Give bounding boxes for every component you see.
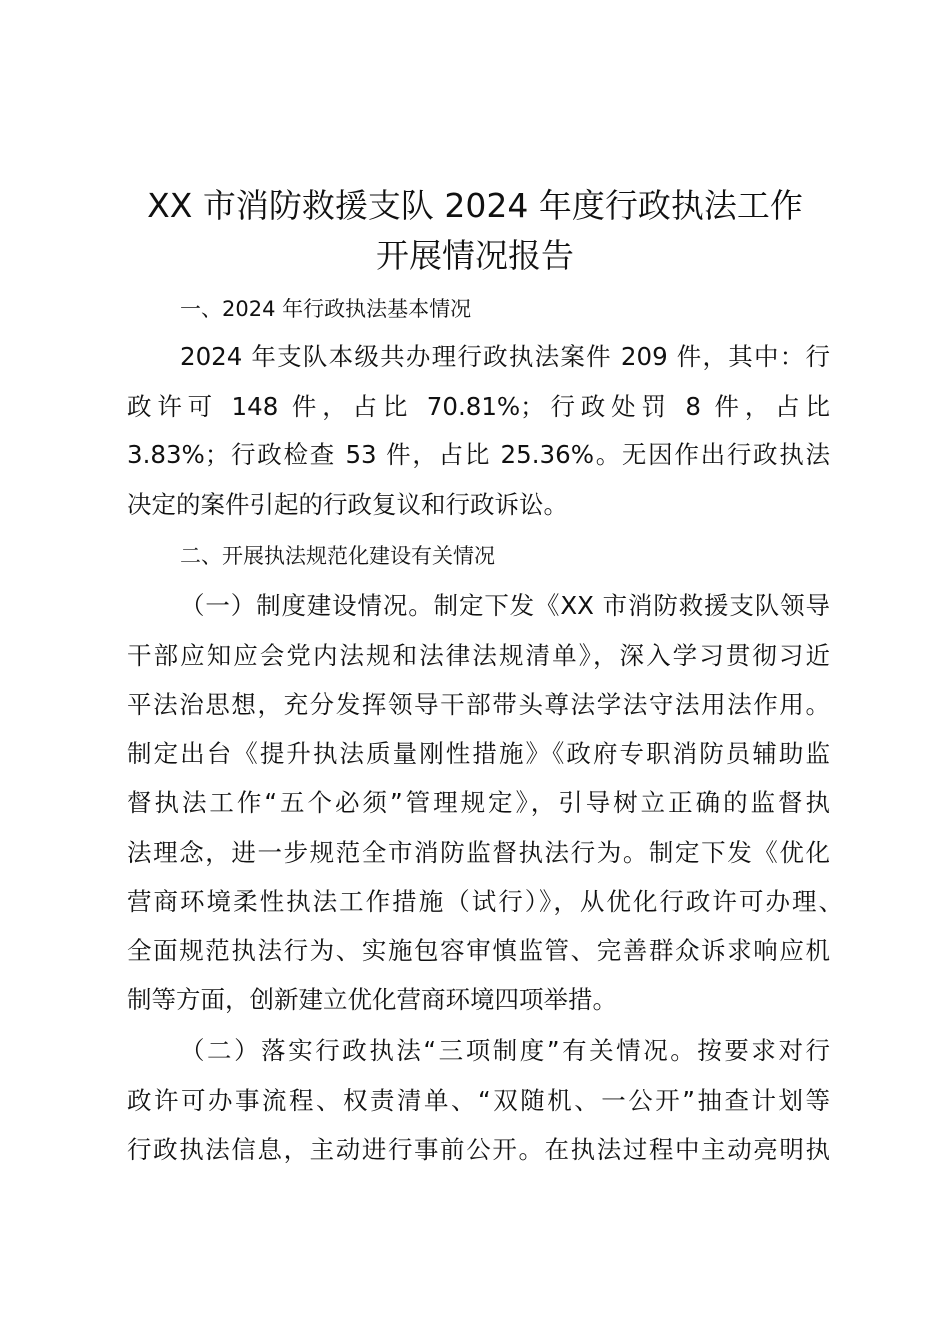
paragraph-2-line: 平法治思想，充分发挥领导干部带头尊法学法守法用法作用。 bbox=[127, 690, 830, 719]
paragraph-3-line: （二）落实行政执法“三项制度”有关情况。按要求对行 bbox=[180, 1036, 830, 1065]
paragraph-2-line: 法理念，进一步规范全市消防监督执法行为。制定下发《优化 bbox=[127, 838, 830, 867]
paragraph-2-line: （一）制度建设情况。制定下发《XX 市消防救援支队领导 bbox=[180, 591, 830, 620]
paragraph-2-line: 干部应知应会党内法规和法律法规清单》，深入学习贯彻习近 bbox=[127, 641, 830, 670]
paragraph-3-line: 行政执法信息，主动进行事前公开。在执法过程中主动亮明执 bbox=[127, 1135, 830, 1164]
paragraph-2-line: 制定出台《提升执法质量刚性措施》《政府专职消防员辅助监 bbox=[127, 739, 830, 768]
paragraph-2-line: 营商环境柔性执法工作措施（试行）》，从优化行政许可办理、 bbox=[127, 887, 843, 916]
document-title-line-2: 开展情况报告 bbox=[376, 236, 574, 275]
paragraph-1-line: 2024 年支队本级共办理行政执法案件 209 件，其中：行 bbox=[180, 342, 830, 371]
paragraph-1-line: 政许可 148 件，占比 70.81%；行政处罚 8 件，占比 bbox=[127, 392, 830, 421]
document-title-line-1: XX 市消防救援支队 2024 年度行政执法工作 bbox=[147, 186, 803, 225]
paragraph-2-line: 制等方面，创新建立优化营商环境四项举措。 bbox=[127, 985, 617, 1014]
paragraph-1-line: 决定的案件引起的行政复议和行政诉讼。 bbox=[127, 490, 568, 519]
paragraph-2-line: 督执法工作“五个必须”管理规定》，引导树立正确的监督执 bbox=[127, 788, 830, 817]
section-heading-basic-situation: 一、2024 年行政执法基本情况 bbox=[180, 297, 472, 321]
paragraph-1-line: 3.83%；行政检查 53 件，占比 25.36%。无因作出行政执法 bbox=[127, 440, 830, 469]
section-heading-standardization: 二、开展执法规范化建设有关情况 bbox=[180, 544, 495, 568]
paragraph-3-line: 政许可办事流程、权责清单、“双随机、一公开”抽查计划等 bbox=[127, 1086, 830, 1115]
paragraph-2-line: 全面规范执法行为、实施包容审慎监管、完善群众诉求响应机 bbox=[127, 936, 830, 965]
